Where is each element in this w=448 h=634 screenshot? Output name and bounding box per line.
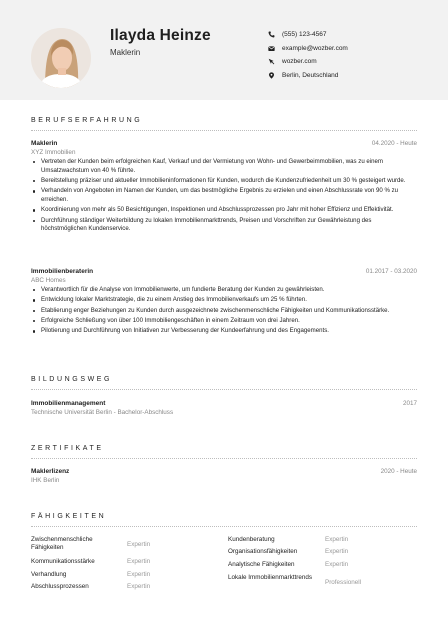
list-item: Koordinierung von mehr als 50 Besichtigungen, Inspektionen und Abschlussprozessen pro Jahr mit hoher Effizienz und Effektivität. bbox=[31, 206, 417, 215]
contact-phone-text: (555) 123-4567 bbox=[282, 31, 327, 39]
job-title-2: Immobilienberaterin bbox=[31, 268, 94, 275]
section-title-experience: BERUFSERFAHRUNG bbox=[31, 117, 143, 124]
skill-name: Kommunikationsstärke bbox=[31, 558, 95, 565]
section-divider bbox=[31, 458, 417, 459]
section-divider bbox=[31, 130, 417, 131]
section-divider bbox=[31, 389, 417, 390]
contact-website[interactable] bbox=[268, 55, 348, 69]
job-bullets-2 bbox=[31, 286, 417, 337]
section-title-skills: FÄHIGKEITEN bbox=[31, 513, 107, 520]
skill-name: Organisationsfähigkeiten bbox=[228, 548, 298, 555]
section-divider bbox=[31, 526, 417, 527]
email-icon bbox=[268, 44, 280, 53]
skill-level: Expertin bbox=[127, 571, 151, 578]
certificate-date: 2020 - Heute bbox=[380, 468, 417, 475]
list-item: Bereitstellung präziser und aktueller Immobilieninformationen für Kunden, wodurch die Kundenzufriedenheit um 30 % gesteigert wurde. bbox=[31, 177, 417, 186]
avatar-photo bbox=[31, 28, 91, 88]
contact-phone[interactable] bbox=[268, 28, 348, 42]
skill-name: Lokale Immobilienmarkttrends bbox=[228, 574, 312, 581]
skill-name: Analytische Fähigkeiten bbox=[228, 561, 295, 568]
contact-location-text: Berlin, Deutschland bbox=[282, 71, 339, 79]
skill-name: Verhandlung bbox=[31, 571, 67, 578]
list-item: Pilotierung und Durchführung von Initiativen zur Verbesserung der Kundeerfahrung und des Engagements. bbox=[31, 327, 417, 336]
skill-level: Professionell bbox=[325, 579, 362, 586]
avatar bbox=[31, 28, 91, 88]
skill-name: Kundenberatung bbox=[228, 536, 275, 543]
list-item: Erfolgreiche Schließung von über 100 Immobiliengeschäften in einem Zeitraum von drei Jahren. bbox=[31, 317, 417, 326]
job-title-1: Maklerin bbox=[31, 140, 58, 147]
job-company-1: XYZ Immobilien bbox=[31, 149, 76, 156]
skill-level: Expertin bbox=[127, 583, 151, 590]
skill-level: Expertin bbox=[127, 558, 151, 565]
job-date-2: 01.2017 - 03.2020 bbox=[365, 268, 417, 275]
job-bullets-1 bbox=[31, 158, 417, 236]
contact-email[interactable] bbox=[268, 42, 348, 56]
link-icon bbox=[268, 57, 280, 66]
list-item: Verhandeln von Angeboten im Namen der Kunden, um das bestmögliche Ergebnis zu erzielen und einen Abschlussrate von 90 % zu erreichen. bbox=[31, 187, 417, 204]
section-title-certificates: ZERTIFIKATE bbox=[31, 445, 104, 452]
skill-name: Abschlussprozessen bbox=[31, 583, 89, 590]
skill-level: Expertin bbox=[127, 541, 151, 548]
skill-level: Expertin bbox=[325, 548, 349, 555]
education-title: Immobilienmanagement bbox=[31, 400, 106, 407]
job-company-2: ABC Homes bbox=[31, 277, 66, 284]
candidate-role: Maklerin bbox=[110, 48, 141, 57]
certificate-issuer: IHK Berlin bbox=[31, 477, 60, 484]
list-item: Vertreten der Kunden beim erfolgreichen Kauf, Verkauf und der Vermietung von Wohn- und Gewerbeimmobilien, was zu einem Umsatzwachstum von 40 % führte. bbox=[31, 158, 417, 175]
location-icon bbox=[268, 71, 280, 80]
list-item: Durchführung ständiger Weiterbildung zu lokalen Immobilienmarkttrends, Preisen und Vorschriften zur Gewährleistung des höchstmöglichen Kundenservice. bbox=[31, 217, 417, 234]
education-date: 2017 bbox=[402, 400, 417, 407]
contact-location bbox=[268, 69, 348, 83]
certificate-title: Maklerlizenz bbox=[31, 468, 70, 475]
contact-website-text: wozber.com bbox=[282, 58, 317, 66]
contact-list bbox=[268, 28, 348, 82]
skill-level: Expertin bbox=[325, 561, 349, 568]
skill-level: Expertin bbox=[325, 536, 349, 543]
job-date-1: 04.2020 - Heute bbox=[371, 140, 417, 147]
candidate-name: Ilayda Heinze bbox=[110, 27, 211, 44]
list-item: Etablierung enger Beziehungen zu Kunden durch ausgezeichnete zwischenmenschliche Fähigkeiten und Kommunikationsstärke. bbox=[31, 307, 417, 316]
education-detail: Technische Universität Berlin - Bachelor-Abschluss bbox=[31, 409, 174, 416]
contact-email-text: example@wozber.com bbox=[282, 44, 348, 52]
phone-icon bbox=[268, 30, 280, 39]
list-item: Verantwortlich für die Analyse von Immobilienwerte, um fundierte Beratung der Kunden zu gewährleisten. bbox=[31, 286, 417, 295]
skill-name: Zwischenmenschliche Fähigkeiten bbox=[31, 536, 93, 551]
section-title-education: BILDUNGSWEG bbox=[31, 376, 113, 383]
list-item: Entwicklung lokaler Marktstrategie, die zu einem Anstieg des Immobilienverkaufs um 25 % führten. bbox=[31, 296, 417, 305]
